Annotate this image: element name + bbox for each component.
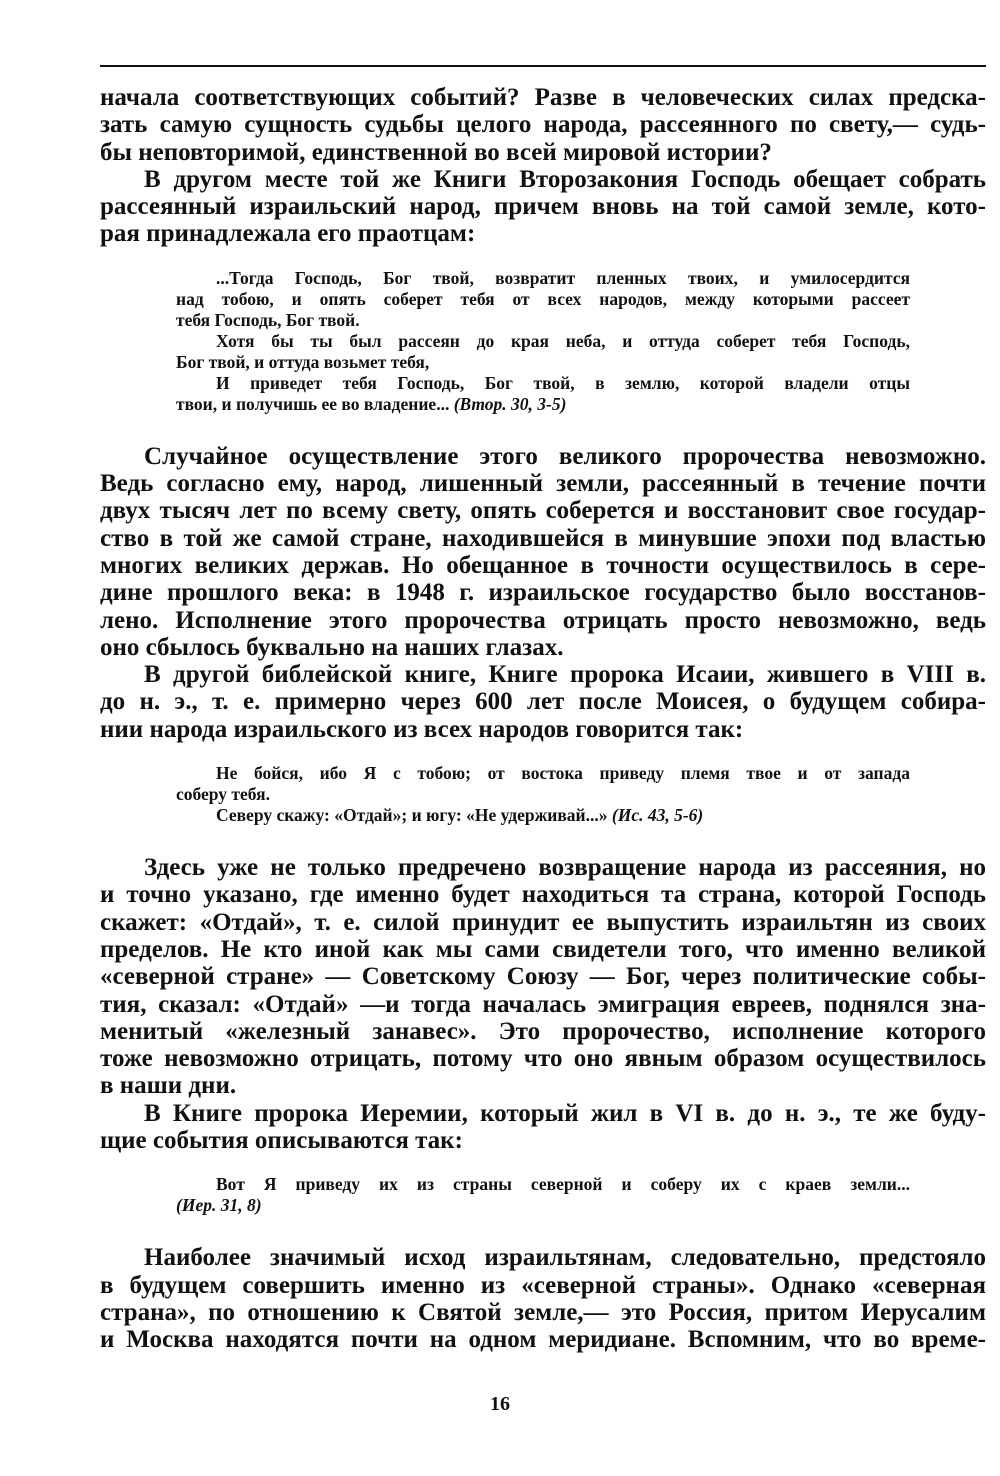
paragraph-5 [100,854,986,1100]
paragraph-2 [100,166,986,248]
text-line: ство в той же самой стране, находившейся в минувшие эпохи под властью [100,524,986,552]
text-line: лено. Исполнение этого пророчества отрицать просто невозможно, ведь [100,606,986,634]
text-line: в будущем совершить именно из «северной страны». Однако «северная [100,1271,986,1299]
text-line: дине прошлого века: в 1948 г. израильское государство было восстанов- [100,579,986,607]
paragraph-4 [100,661,986,743]
paragraph-3 [100,443,986,661]
text-line: В Книге пророка Иеремии, который жил в VI в. до н. э., те же буду- [144,1099,986,1127]
quote-line: ...Тогда Господь, Бог твой, возвратит пленных твоих, и умилосердится [216,267,910,288]
quote-line: И приведет тебя Господь, Бог твой, в землю, которой владели отцы [216,372,910,393]
quote-line: Не бойся, ибо Я с тобою; от востока приведу племя твое и от запада [216,763,910,784]
text-line: тоже невозможно отрицать, потому что оно явным образом осуществилось [100,1045,986,1073]
text-line: рассеянный израильский народ, причем вновь на той самой земле, кото- [100,193,986,221]
quote-line: над тобою, и опять соберет тебя от всех народов, между которыми рассеет [176,288,910,309]
text-line: Наиболее значимый исход израильтянам, следовательно, предстояло [144,1244,986,1272]
text-line: и Москва находятся почти на одном меридиане. Вспомним, что во време- [100,1326,986,1354]
text-line: тия, сказал: «Отдай» —и тогда началась эмиграция евреев, поднялся зна- [100,990,986,1018]
text-line: двух тысяч лет по всему свету, опять соберется и восстановит свое государ- [100,497,986,525]
text-line: В другой библейской книге, Книге пророка Исаии, жившего в VIII в. [144,661,986,689]
text-line: многих великих держав. Но обещанное в точности осуществилось в сере- [100,551,986,579]
text-line: «северной стране» — Советскому Союзу — Бог, через политические собы- [100,963,986,991]
text-line: Случайное осуществление этого великого пророчества невозможно. [144,442,986,470]
quote-line [176,1195,910,1216]
top-rule [100,65,986,67]
text-line: начала соответствующих событий? Разве в человеческих силах предска- [100,84,986,111]
quote-line: Хотя бы ты был рассеян до края неба, и оттуда соберет тебя Господь, [216,330,910,351]
text-line: пределов. Не кто иной как мы сами свидетели того, что именно великой [100,935,986,963]
text-line: нии народа израильского из всех народов говорится так: [100,715,744,743]
scripture-reference: (Иер. 31, 8) [176,1195,262,1216]
text-line: Ведь согласно ему, народ, лишенный земли, рассеянный в течение почти [100,470,986,498]
text-line: скажет: «Отдай», т. е. силой принудит ее выпустить израильтян из своих [100,908,986,936]
text-line: В другом месте той же Книги Второзакония Господь обещает собрать [144,165,986,193]
text-line: рая принадлежала его праотцам: [100,220,476,248]
text-line: до н. э., т. е. примерно через 600 лет после Моисея, о будущем собира- [100,688,986,716]
text-line: зать самую сущность судьбы целого народа, рассеянного по свету,— судь- [100,111,986,139]
text-line: и точно указано, где именно будет находиться та страна, которой Господь [100,881,986,909]
quote-deuteronomy [176,268,910,415]
paragraph-6 [100,1100,986,1155]
quote-text: Северу скажу: «Отдай»; и югу: «Не удерживай...» [216,805,608,826]
text-line: бы неповторимой, единственной во всей мировой истории? [100,138,772,166]
text-line: оно сбылось буквально на наших глазах. [100,633,564,661]
scripture-reference: (Втор. 30, 3-5) [453,393,567,414]
text-line: страна», по отношению к Святой земле,— это Россия, притом Иерусалим [100,1298,986,1326]
text-line: менитый «железный занавес». Это пророчество, исполнение которого [100,1017,986,1045]
text-line: щие события описываются так: [100,1127,463,1155]
text-line: Здесь уже не только предречено возвращение народа из рассеяния, но [144,854,986,882]
text-line: в наши дни. [100,1072,237,1100]
quote-jeremiah [176,1174,910,1216]
quote-line: соберу тебя. [176,784,270,805]
quote-line [176,805,910,826]
quote-text: твои, и получишь ее во владение... [176,393,450,414]
page-number: 16 [490,1393,510,1415]
page-content [100,84,986,1354]
paragraph-7 [100,1244,986,1353]
quote-line: Вот Я приведу их из страны северной и соберу их с краев земли... [216,1174,910,1195]
quote-line: тебя Господь, Бог твой. [176,309,360,330]
paragraph-1 [100,84,986,166]
quote-line [176,394,910,415]
scripture-reference: (Ис. 43, 5-6) [611,805,704,826]
quote-isaiah [176,763,910,826]
quote-line: Бог твой, и оттуда возьмет тебя, [176,351,430,372]
